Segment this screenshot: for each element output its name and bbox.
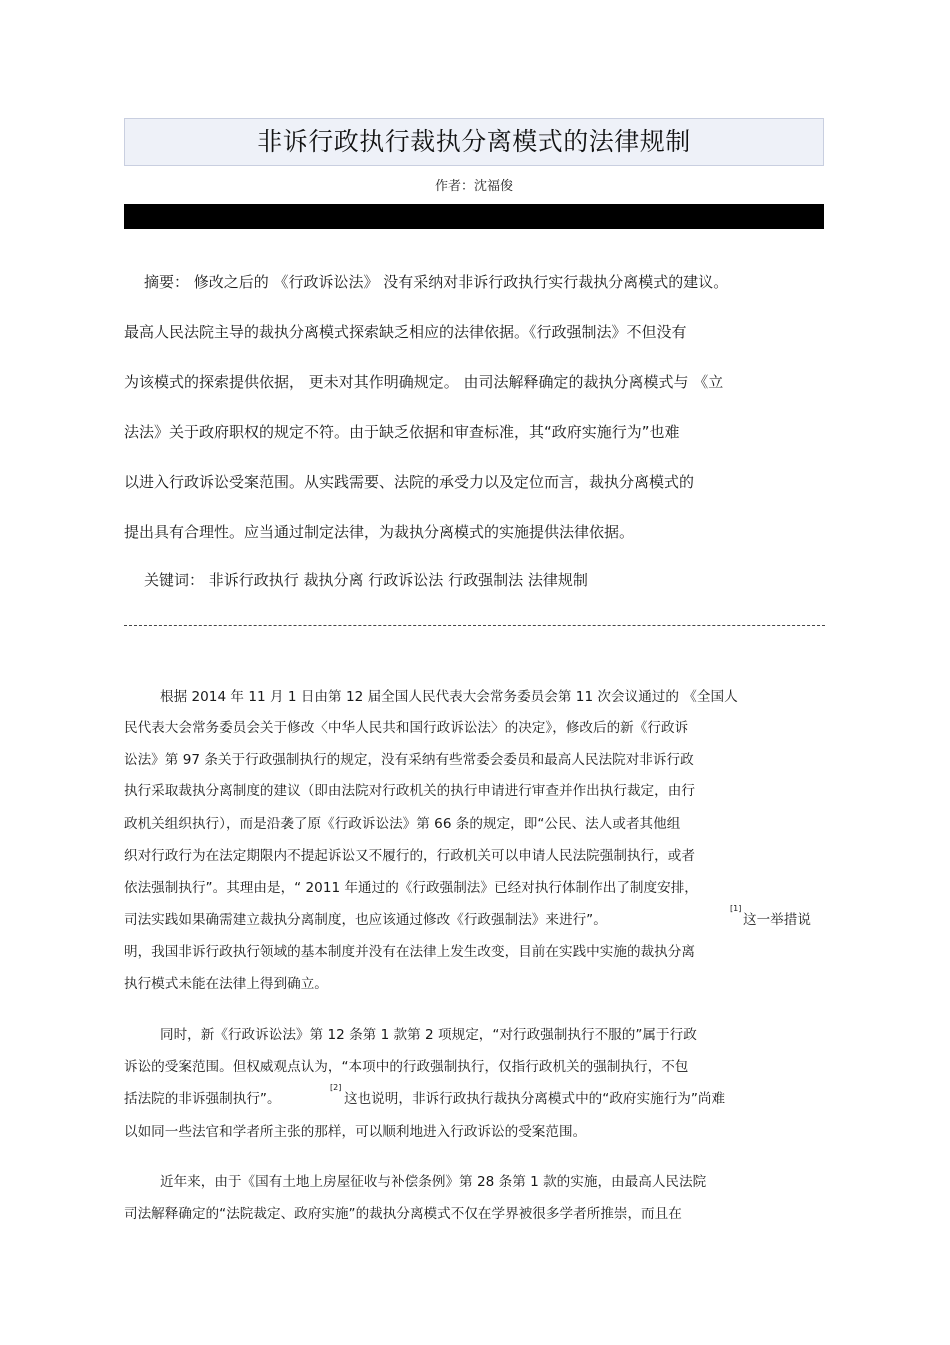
abstract-line: 为该模式的探索提供依据， 更未对其作明确规定。 由司法解释确定的裁执分离模式与 《立: [124, 373, 724, 391]
body-line: 政机关组织执行），而是沿袭了原《行政诉讼法》第 66 条的规定，即“公民、法人或者其他组: [124, 816, 681, 832]
body-line: 这也说明，非诉行政执行裁执分离模式中的“政府实施行为”尚难: [344, 1091, 726, 1107]
body-line: 明，我国非诉行政执行领域的基本制度并没有在法律上发生改变，目前在实践中实施的裁执分离: [124, 944, 695, 960]
body-line: 同时，新《行政诉讼法》第 12 条第 1 款第 2 项规定，“对行政强制执行不服的”属于行政: [160, 1027, 697, 1043]
black-bar: [124, 204, 824, 229]
abstract-line: 最高人民法院主导的裁执分离模式探索缺乏相应的法律依据。《行政强制法》不但没有: [124, 323, 687, 341]
author-line: 作者：沈福俊: [434, 179, 513, 194]
body-line: 以如同一些法官和学者所主张的那样，可以顺利地进入行政诉讼的受案范围。: [124, 1124, 587, 1140]
body-line: 民代表大会常务委员会关于修改〈中华人民共和国行政诉讼法〉的决定》，修改后的新《行政诉: [124, 720, 689, 736]
keywords-line: 关键词： 非诉行政执行 裁执分离 行政诉讼法 行政强制法 法律规制: [144, 571, 588, 589]
body-line: 依法强制执行”。其理由是，“ 2011 年通过的《行政强制法》已经对执行体制作出了制度安排，: [124, 880, 698, 896]
body-line: 织对行政行为在法定期限内不提起诉讼又不履行的，行政机关可以申请人民法院强制执行，或者: [124, 848, 695, 864]
body-line: 这一举措说: [743, 912, 811, 928]
abstract-line: 以进入行政诉讼受案范围。从实践需要、法院的承受力以及定位而言，裁执分离模式的: [124, 473, 695, 491]
body-line: 括法院的非诉强制执行”。: [124, 1091, 281, 1107]
document-title: 非诉行政执行裁执分离模式的法律规制: [257, 127, 691, 156]
body-line: 诉讼的受案范围。但权威观点认为，“本项中的行政强制执行，仅指行政机关的强制执行，不包: [124, 1059, 689, 1075]
footnote-mark-1: [1]: [730, 904, 742, 913]
title-banner: [124, 118, 824, 166]
body-line: 执行模式未能在法律上得到确立。: [124, 976, 328, 992]
abstract-line: 摘要： 修改之后的 《行政诉讼法》 没有采纳对非诉行政执行实行裁执分离模式的建议。: [144, 273, 729, 291]
body-line: 讼法》第 97 条关于行政强制执行的规定，没有采纳有些常委会委员和最高人民法院对非诉行政: [124, 752, 694, 768]
body-line: 司法实践如果确需建立裁执分离制度，也应该通过修改《行政强制法》来进行”。: [124, 912, 607, 928]
body-line: 根据 2014 年 11 月 1 日由第 12 届全国人民代表大会常务委员会第 11 次会议通过的 《全国人: [160, 689, 738, 705]
body-line: 执行采取裁执分离制度的建议（即由法院对行政机关的执行申请进行审查并作出执行裁定，由行: [124, 783, 695, 799]
dashed-divider: [124, 625, 825, 626]
body-line: 司法解释确定的“法院裁定、政府实施”的裁执分离模式不仅在学界被很多学者所推崇，而且在: [124, 1206, 682, 1222]
footnote-mark-2: [2]: [330, 1083, 342, 1092]
body-line: 近年来，由于《国有土地上房屋征收与补偿条例》第 28 条第 1 款的实施，由最高人民法院: [160, 1174, 707, 1190]
abstract-line: 法法》关于政府职权的规定不符。由于缺乏依据和审查标准，其“政府实施行为”也难: [124, 423, 680, 441]
abstract-line: 提出具有合理性。应当通过制定法律，为裁执分离模式的实施提供法律依据。: [124, 523, 635, 541]
